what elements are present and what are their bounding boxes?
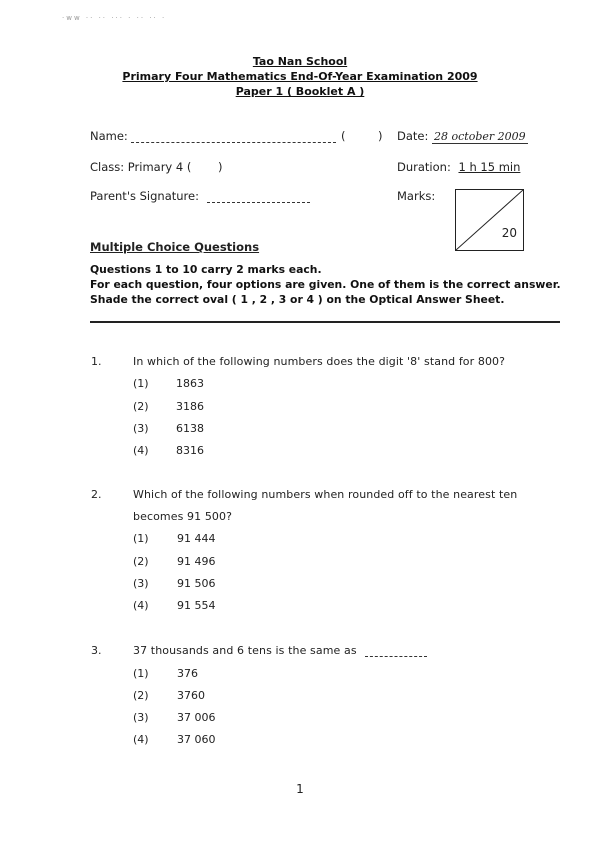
marks-label: Marks: [397,189,436,203]
question-number: 2. [91,488,102,501]
option-label: (3) [133,711,149,724]
name-paren-close: ) [378,129,383,143]
signature-label: Parent's Signature: [90,189,199,203]
option-value: 91 444 [177,532,216,545]
duration-value: 1 h 15 min [458,160,521,174]
instruction-1: Questions 1 to 10 carry 2 marks each. [90,263,322,276]
instruction-3: Shade the correct oval ( 1 , 2 , 3 or 4 ) on the Optical Answer Sheet. [90,293,505,306]
divider-rule [90,321,560,323]
class-paren-close: ) [218,160,223,174]
question-number: 1. [91,355,102,368]
marks-total: 20 [501,226,517,240]
option-value: 6138 [176,422,204,435]
school-name: Tao Nan School [252,55,348,68]
duration-field [397,160,520,174]
answer-blank [365,656,427,657]
option-label: (3) [133,577,149,590]
option-value: 8316 [176,444,204,457]
question-number: 3. [91,644,102,657]
question-text: In which of the following numbers does the digit '8' stand for 800? [133,355,506,368]
name-blank[interactable] [131,142,336,143]
page-number: 1 [296,782,304,796]
name-paren-open: ( [341,129,346,143]
option-value: 37 060 [177,733,216,746]
question-text-line-2: becomes 91 500? [133,510,233,523]
date-value[interactable]: 28 october 2009 [434,130,526,143]
option-label: (2) [133,555,149,568]
option-value: 91 496 [177,555,216,568]
option-value: 91 506 [177,577,216,590]
section-title: Multiple Choice Questions [90,240,260,254]
option-value: 37 006 [177,711,216,724]
marks-box[interactable] [455,189,524,251]
scan-artefact-text: ·ww ·· ·· ··· · ·· ·· · [62,14,167,22]
option-value: 1863 [176,377,204,390]
option-label: (2) [133,400,149,413]
option-label: (4) [133,733,149,746]
class-label: Class: Primary 4 ( [90,160,192,174]
instruction-2: For each question, four options are given. One of them is the correct answer. [90,278,561,291]
name-label: Name: [90,129,128,143]
option-value: 91 554 [177,599,216,612]
option-label: (4) [133,599,149,612]
option-label: (3) [133,422,149,435]
option-label: (1) [133,532,149,545]
option-label: (1) [133,377,149,390]
signature-blank[interactable] [207,202,310,203]
question-text: Which of the following numbers when rounded off to the nearest ten [133,488,518,501]
option-label: (1) [133,667,149,680]
paper-title: Paper 1 ( Booklet A ) [235,85,365,98]
duration-label: Duration: [397,160,451,174]
signature-field [90,189,310,203]
marks-diagonal [456,190,523,250]
exam-title: Primary Four Mathematics End-Of-Year Examination 2009 [122,70,478,83]
question-text-row [133,644,427,657]
name-field [90,129,336,143]
option-value: 376 [177,667,198,680]
date-field [397,129,528,143]
date-label: Date: [397,129,429,143]
option-label: (4) [133,444,149,457]
option-label: (2) [133,689,149,702]
question-text: 37 thousands and 6 tens is the same as [133,644,357,657]
option-value: 3760 [177,689,205,702]
option-value: 3186 [176,400,204,413]
